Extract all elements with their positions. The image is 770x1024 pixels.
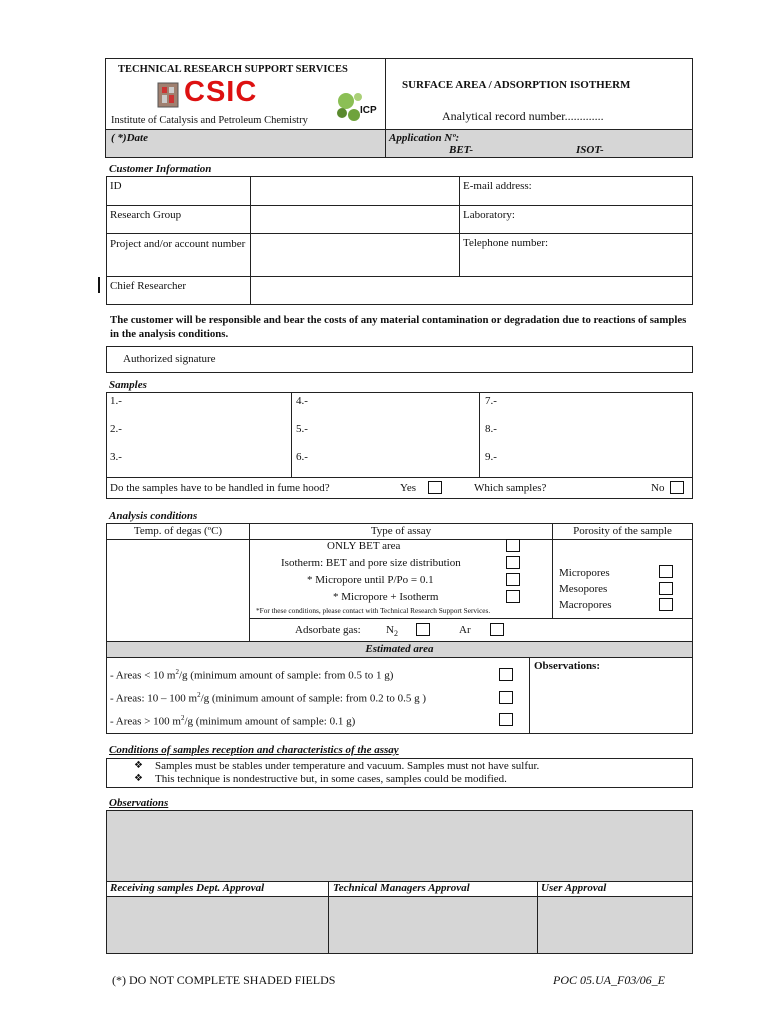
csic-logo-text: CSIC	[184, 76, 258, 108]
diamond-bullet-icon: ❖	[134, 760, 143, 771]
area-option-medium	[110, 691, 426, 705]
analysis-gas-divider	[249, 618, 692, 619]
chief-label: Chief Researcher	[107, 277, 251, 305]
gas-n2-label	[386, 624, 398, 638]
samples-section-title: Samples	[109, 379, 147, 391]
area-medium-checkbox[interactable]	[499, 691, 513, 704]
conditions-box	[106, 758, 693, 788]
icp-logo	[336, 89, 380, 125]
area-option-small	[110, 668, 393, 682]
conditions-title: Conditions of samples reception and characteristics of the assay	[109, 744, 399, 756]
area-medium-text-b: /g (minimum amount of sample: from 0.2 to 0.5 g )	[200, 692, 427, 705]
gas-ar-checkbox[interactable]	[490, 623, 504, 636]
approval-user-label: User Approval	[541, 882, 607, 894]
lab-field[interactable]: Laboratory:	[460, 206, 693, 234]
area-large-text-a: - Areas > 100 m	[110, 715, 181, 728]
group-field[interactable]	[251, 206, 460, 234]
fume-yes-checkbox[interactable]	[428, 481, 442, 494]
email-field[interactable]: E-mail address:	[460, 177, 693, 206]
sample-6[interactable]: 6.-	[296, 451, 308, 463]
assay-micropore-isotherm-checkbox[interactable]	[506, 590, 520, 603]
fume-no-checkbox[interactable]	[670, 481, 684, 494]
adsorbate-gas-label: Adsorbate gas:	[295, 624, 361, 636]
observations-title: Observations	[109, 797, 169, 809]
porosity-mesopores: Mesopores	[559, 583, 608, 595]
which-samples-label: Which samples?	[474, 482, 547, 494]
assay-option-bet: ONLY BET area	[327, 540, 401, 552]
gas-n2-symbol: N	[386, 624, 394, 636]
estimated-observations-label: Observations:	[534, 660, 600, 672]
customer-section-title: Customer Information	[109, 163, 212, 175]
signature-box[interactable]	[106, 346, 693, 373]
porosity-macropores: Macropores	[559, 599, 612, 611]
estimated-area-title: Estimated area	[365, 643, 434, 655]
area-large-text-b: /g (minimum amount of sample: 0.1 g)	[184, 715, 356, 728]
area-medium-text-a: - Areas: 10 – 100 m	[110, 692, 198, 705]
margin-mark	[98, 277, 100, 293]
footer-note: (*) DO NOT COMPLETE SHADED FIELDS	[112, 973, 336, 987]
fume-yes-label: Yes	[400, 482, 417, 494]
porosity-micropores: Micropores	[559, 567, 610, 579]
institute-name: Institute of Catalysis and Petroleum Chemistry	[111, 115, 308, 126]
record-number: Analytical record number.............	[442, 109, 604, 123]
assay-header: Type of assay	[370, 525, 432, 537]
analysis-grid	[106, 523, 693, 642]
micropores-checkbox[interactable]	[659, 565, 673, 578]
gas-n2-subscript: 2	[393, 629, 398, 639]
area-option-large	[110, 714, 355, 728]
org-name: TECHNICAL RESEARCH SUPPORT SERVICES	[118, 64, 348, 75]
area-medium-sup: 2	[197, 691, 201, 699]
icp-logo-text: ICP	[360, 105, 377, 116]
assay-micropore-checkbox[interactable]	[506, 573, 520, 586]
sample-8[interactable]: 8.-	[485, 423, 497, 435]
condition-item-2: This technique is nondestructive but, in some cases, samples could be modified.	[155, 773, 507, 785]
approval-receiving-field[interactable]	[107, 897, 328, 953]
analysis-col-divider-1	[249, 524, 250, 641]
analysis-section-title: Analysis conditions	[109, 510, 198, 522]
area-small-text-b: /g (minimum amount of sample: from 0.5 to 1 g)	[178, 669, 394, 682]
assay-isotherm-checkbox[interactable]	[506, 556, 520, 569]
fume-hood-question: Do the samples have to be handled in fume hood?	[110, 482, 330, 494]
condition-item-1: Samples must be stables under temperature and vacuum. Samples must not have sulfur.	[155, 760, 540, 772]
bet-label: BET-	[449, 144, 474, 156]
sample-4[interactable]: 4.-	[296, 395, 308, 407]
sample-5[interactable]: 5.-	[296, 423, 308, 435]
fume-no-label: No	[651, 482, 665, 494]
approval-technical-label: Technical Managers Approval	[333, 882, 470, 894]
id-label: ID	[107, 177, 251, 206]
chief-field[interactable]	[251, 277, 693, 305]
approval-user-field[interactable]	[538, 897, 692, 953]
assay-note: *For these conditions, please contact with Technical Research Support Services.	[256, 606, 491, 615]
approval-technical-field[interactable]	[329, 897, 537, 953]
estimated-area-block	[106, 641, 693, 734]
csic-logo	[156, 76, 296, 109]
sample-7[interactable]: 7.-	[485, 395, 497, 407]
assay-option-micropore-isotherm: * Micropore + Isotherm	[333, 591, 439, 603]
estimated-area-header	[107, 642, 692, 658]
approval-receiving-label: Receiving samples Dept. Approval	[110, 882, 265, 894]
footer-code: POC 05.UA_F03/06_E	[553, 973, 665, 987]
customer-table	[106, 176, 693, 305]
sample-9[interactable]: 9.-	[485, 451, 497, 463]
disclaimer-text: The customer will be responsible and bear the costs of any material contamination or degradation due to reactions of samples in the analysis conditions.	[110, 314, 687, 340]
gas-n2-checkbox[interactable]	[416, 623, 430, 636]
macropores-checkbox[interactable]	[659, 598, 673, 611]
samples-col-divider-2	[479, 393, 480, 477]
samples-col-divider-1	[291, 393, 292, 477]
porosity-header: Porosity of the sample	[573, 525, 672, 537]
application-cell	[386, 130, 692, 157]
mesopores-checkbox[interactable]	[659, 582, 673, 595]
sample-2[interactable]: 2.-	[110, 423, 122, 435]
assay-bet-checkbox[interactable]	[506, 539, 520, 552]
group-label: Research Group	[107, 206, 251, 234]
sample-3[interactable]: 3.-	[110, 451, 122, 463]
application-label: Application Nº:	[389, 132, 460, 144]
project-label: Project and/or account number	[107, 234, 251, 277]
header-block	[105, 58, 693, 158]
date-cell	[106, 130, 385, 157]
samples-grid	[106, 392, 693, 499]
assay-option-isotherm: Isotherm: BET and pore size distribution	[281, 557, 461, 569]
crest-icon	[156, 81, 180, 109]
id-field[interactable]	[251, 177, 460, 206]
diamond-bullet-icon: ❖	[134, 773, 143, 784]
estimated-col-divider	[529, 658, 530, 733]
degas-header: Temp. of degas (ºC)	[133, 525, 223, 537]
samples-row-divider	[107, 477, 692, 478]
area-small-text-a: - Areas < 10 m	[110, 669, 176, 682]
assay-option-micropore: * Micropore until P/Po = 0.1	[307, 574, 434, 586]
signature-label: Authorized signature	[123, 353, 216, 365]
date-label: ( *)Date	[111, 132, 148, 144]
area-large-sup: 2	[180, 714, 185, 722]
area-small-checkbox[interactable]	[499, 668, 513, 681]
approvals-block	[106, 881, 693, 954]
form-title: SURFACE AREA / ADSORPTION ISOTHERM	[402, 79, 631, 91]
gas-ar-label: Ar	[459, 624, 471, 636]
isot-label: ISOT-	[576, 144, 604, 156]
area-small-sup: 2	[175, 668, 179, 676]
area-large-checkbox[interactable]	[499, 713, 513, 726]
observations-box[interactable]	[106, 810, 693, 882]
project-field[interactable]	[251, 234, 460, 277]
sample-1[interactable]: 1.-	[110, 395, 122, 407]
phone-field[interactable]: Telephone number:	[460, 234, 693, 277]
